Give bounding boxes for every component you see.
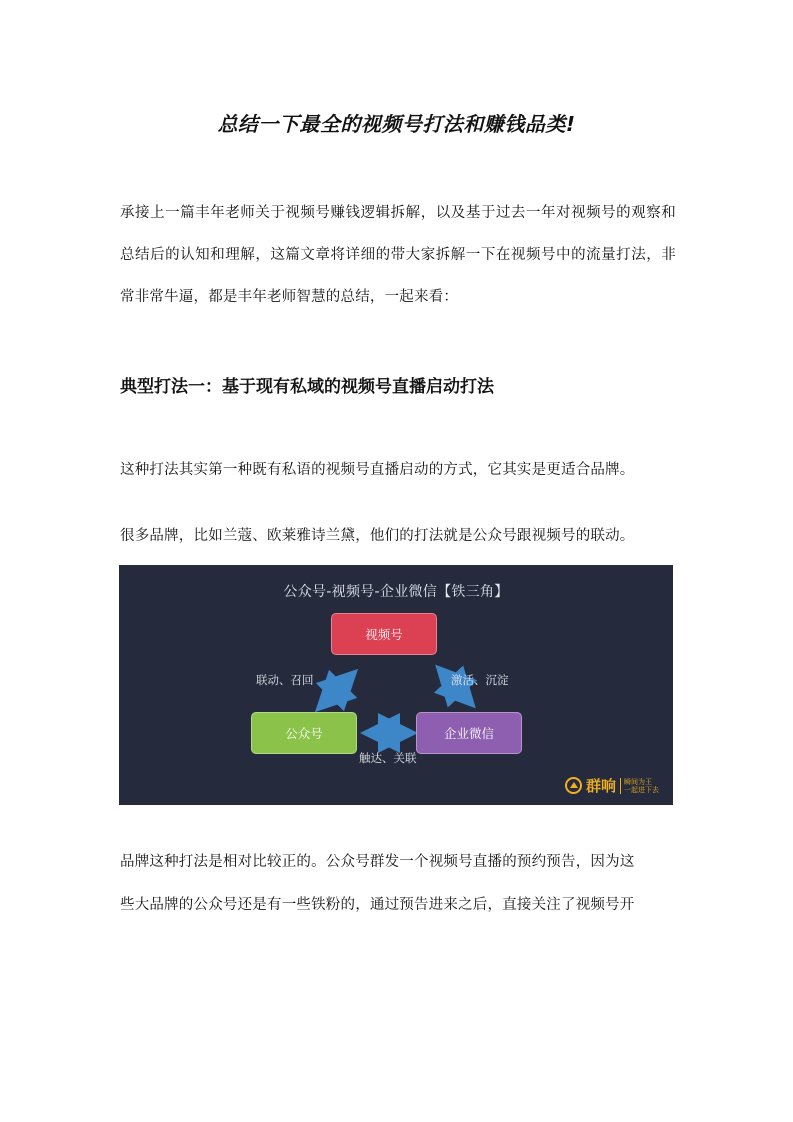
arrow-left-edge xyxy=(322,676,351,705)
edge-bottom-label: 触达、关联 xyxy=(359,751,417,765)
logo-slogan xyxy=(620,778,659,794)
paragraph-1: 这种打法其实第一种既有私语的视频号直播启动的方式，它其实是更适合品牌。 xyxy=(120,462,635,478)
paragraph-3-line-2: 些大品牌的公众号还是有一些铁粉的，通过预告进来之后，直接关注了视频号开 xyxy=(120,897,635,913)
paragraph-3-line-1: 品牌这种打法是相对比较正的。公众号群发一个视频号直播的预约预告，因为这 xyxy=(120,854,635,870)
edge-left-label: 联动、召回 xyxy=(256,673,314,687)
section-heading: 典型打法一：基于现有私域的视频号直播启动打法 xyxy=(120,377,494,397)
logo-slogan-2: 一起进下去 xyxy=(624,785,659,794)
node-shipinhao: 视频号 xyxy=(331,613,437,655)
node-gongzhonghao: 公众号 xyxy=(251,712,357,754)
paragraph-2: 很多品牌，比如兰蔻、欧莱雅诗兰黛，他们的打法就是公众号跟视频号的联动。 xyxy=(120,528,635,544)
node-qiyeweixin: 企业微信 xyxy=(416,712,522,754)
diagram-figure xyxy=(119,565,673,805)
qunxiang-logo xyxy=(565,775,659,796)
logo-name: 群响 xyxy=(585,777,616,795)
diagram-title: 公众号-视频号-企业微信【铁三角】 xyxy=(283,584,509,600)
logo-mountain-icon xyxy=(565,777,582,794)
intro-paragraph: 承接上一篇丰年老师关于视频号赚钱逻辑拆解，以及基于过去一年对视频号的观察和总结后的认知和理解，这篇文章将详细的带大家拆解一下在视频号中的流量打法，非常非常牛逼，都是丰年老师智慧的总结，一起来看： xyxy=(120,205,676,305)
diagram-arrows xyxy=(119,565,673,805)
logo-slogan-1: 瞬间为王 xyxy=(624,777,652,786)
article-title: 总结一下最全的视频号打法和赚钱品类! xyxy=(217,112,576,136)
edge-right-label: 激活、沉淀 xyxy=(451,673,509,687)
